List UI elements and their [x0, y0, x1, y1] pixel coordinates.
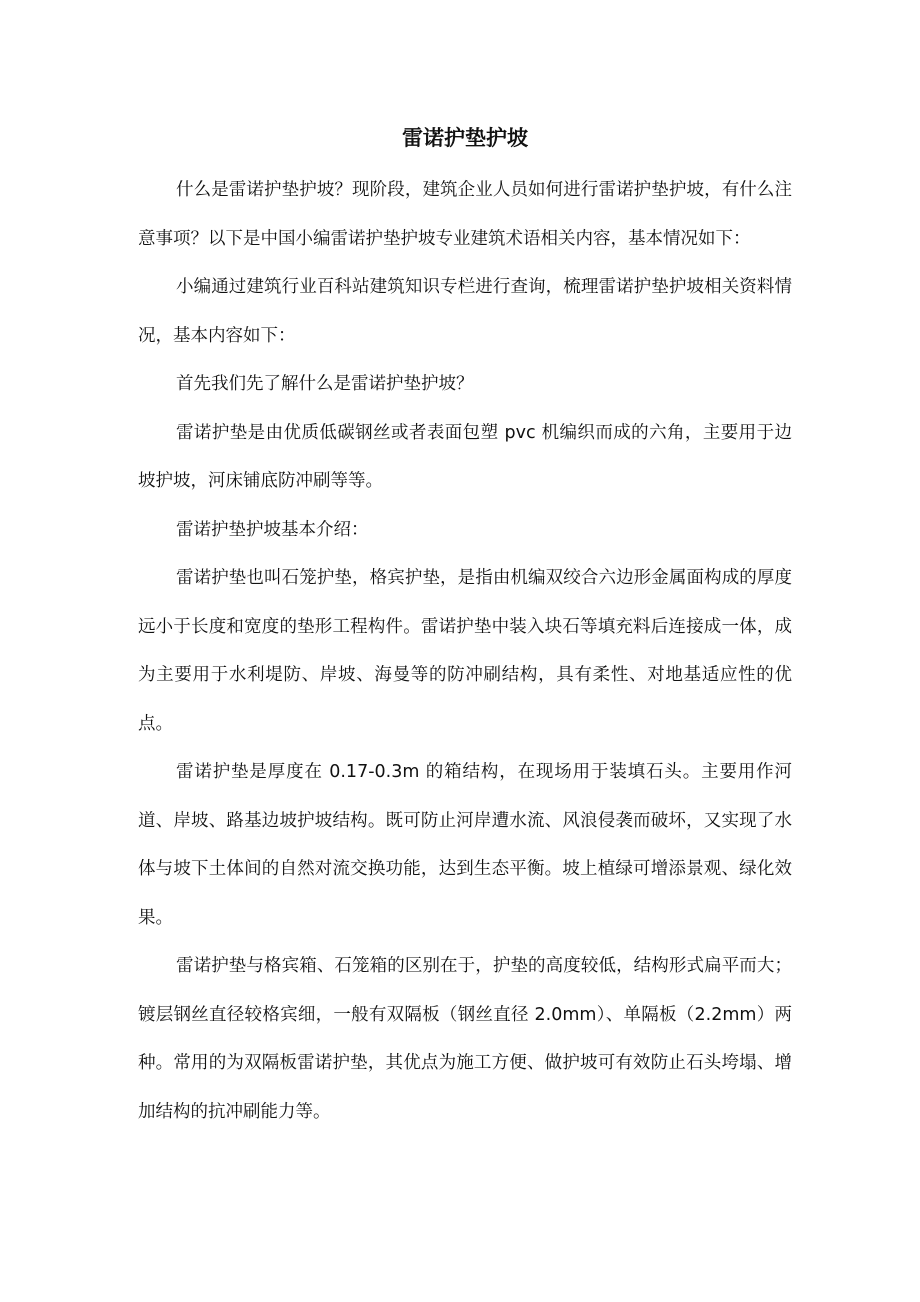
- paragraph-definition: 雷诺护垫是由优质低碳钢丝或者表面包塑 pvc 机编织而成的六角，主要用于边坡护坡，河床铺底防冲刷等等。: [138, 422, 792, 491]
- paragraph-source: 小编通过建筑行业百科站建筑知识专栏进行查询，梳理雷诺护垫护坡相关资料情况，基本内容如下：: [138, 277, 792, 346]
- document-page: [138, 118, 792, 1136]
- document-title: 雷诺护垫护坡: [402, 126, 528, 150]
- paragraph-question: 首先我们先了解什么是雷诺护垫护坡？: [176, 374, 474, 394]
- paragraph-structure: 雷诺护垫是厚度在 0.17-0.3m 的箱结构，在现场用于装填石头。主要用作河道、岸坡、路基边坡护坡结构。既可防止河岸遭水流、风浪侵袭而破坏，又实现了水体与坡下土体间的自然对流交换功能，达到生态平衡。坡上植绿可增添景观、绿化效果。: [138, 762, 792, 928]
- paragraph-description: 雷诺护垫也叫石笼护垫，格宾护垫，是指由机编双绞合六边形金属面构成的厚度远小于长度和宽度的垫形工程构件。雷诺护垫中装入块石等填充料后连接成一体，成为主要用于水利堤防、岸坡、海曼等的防冲刷结构，具有柔性、对地基适应性的优点。: [138, 568, 792, 734]
- paragraph-intro: 什么是雷诺护垫护坡？现阶段，建筑企业人员如何进行雷诺护垫护坡，有什么注意事项？以下是中国小编雷诺护垫护坡专业建筑术语相关内容，基本情况如下：: [138, 180, 792, 249]
- paragraph-intro-heading: 雷诺护垫护坡基本介绍：: [176, 519, 369, 540]
- paragraph-difference: 雷诺护垫与格宾箱、石笼箱的区别在于，护垫的高度较低，结构形式扁平而大；镀层钢丝直径较格宾细，一般有双隔板（钢丝直径 2.0mm）、单隔板（2.2mm）两种。常用的为双隔板雷诺护垫，其优点为施工方便、做护坡可有效防止石头垮塌、增加结构的抗冲刷能力等。: [138, 956, 792, 1122]
